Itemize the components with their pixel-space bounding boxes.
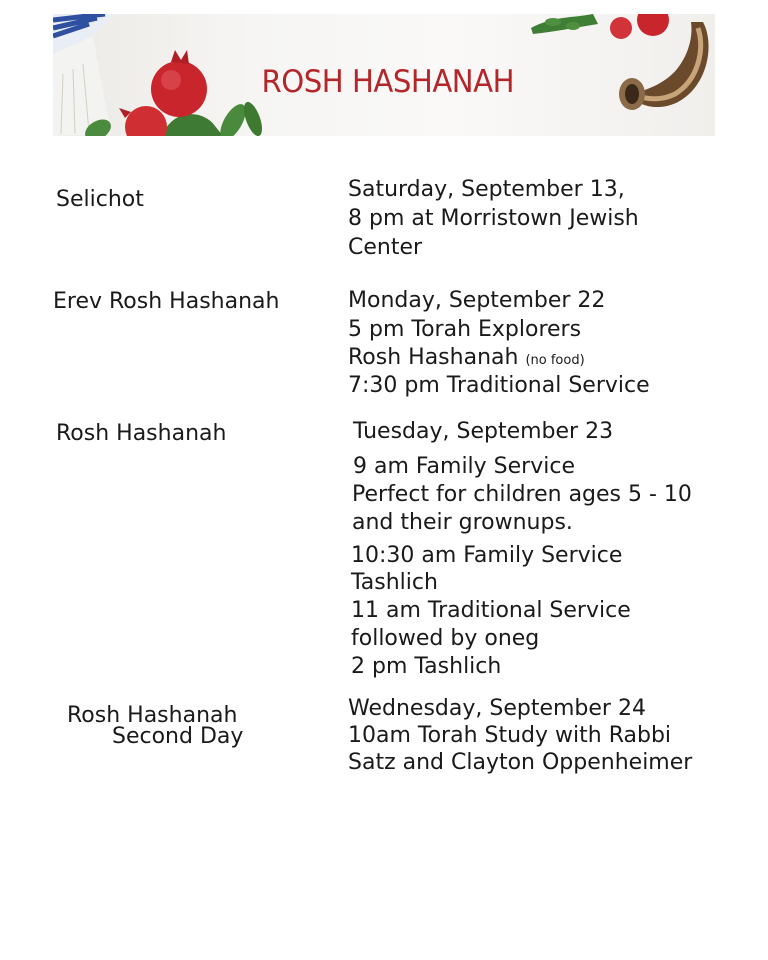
event-detail-line: Satz and Clayton Oppenheimer xyxy=(348,750,693,775)
pomegranate-right-image xyxy=(531,14,669,39)
event-detail-line: 7:30 pm Traditional Service xyxy=(348,373,650,398)
event-label-selichot: Selichot xyxy=(56,187,144,212)
header-banner xyxy=(53,14,715,136)
event-detail-line: Tashlich xyxy=(351,570,438,595)
event-detail-line: 9 am Family Service xyxy=(353,454,575,479)
event-detail-line: 8 pm at Morristown Jewish xyxy=(348,206,639,231)
event-detail-line: Wednesday, September 24 xyxy=(348,696,646,721)
event-label-second-day: Second Day xyxy=(112,724,244,749)
event-detail-line: 10:30 am Family Service xyxy=(351,543,623,568)
event-detail-line: 11 am Traditional Service xyxy=(351,598,631,623)
event-detail-line: Perfect for children ages 5 - 10 xyxy=(352,482,692,507)
event-detail-line: Tuesday, September 23 xyxy=(353,419,614,444)
event-detail-line: 10am Torah Study with Rabbi xyxy=(348,723,672,748)
event-detail-line: and their grownups. xyxy=(352,510,573,535)
event-label-rosh-hashanah-second-day: Rosh Hashanah xyxy=(67,703,238,728)
banner-title: ROSH HASHANAH xyxy=(261,64,515,100)
event-detail-text: Rosh Hashanah xyxy=(348,345,519,370)
event-label-erev-rosh-hashanah: Erev Rosh Hashanah xyxy=(53,289,280,314)
event-detail-line: Center xyxy=(348,235,423,260)
no-food-note: (no food) xyxy=(525,353,585,368)
event-detail-line: 2 pm Tashlich xyxy=(351,654,502,679)
event-detail-line: Monday, September 22 xyxy=(348,288,606,313)
event-detail-line: Saturday, September 13, xyxy=(348,177,625,202)
event-detail-line: followed by oneg xyxy=(351,626,540,651)
event-detail-line: 5 pm Torah Explorers xyxy=(348,317,582,342)
event-detail-line xyxy=(348,344,585,375)
event-label-rosh-hashanah: Rosh Hashanah xyxy=(56,421,227,446)
